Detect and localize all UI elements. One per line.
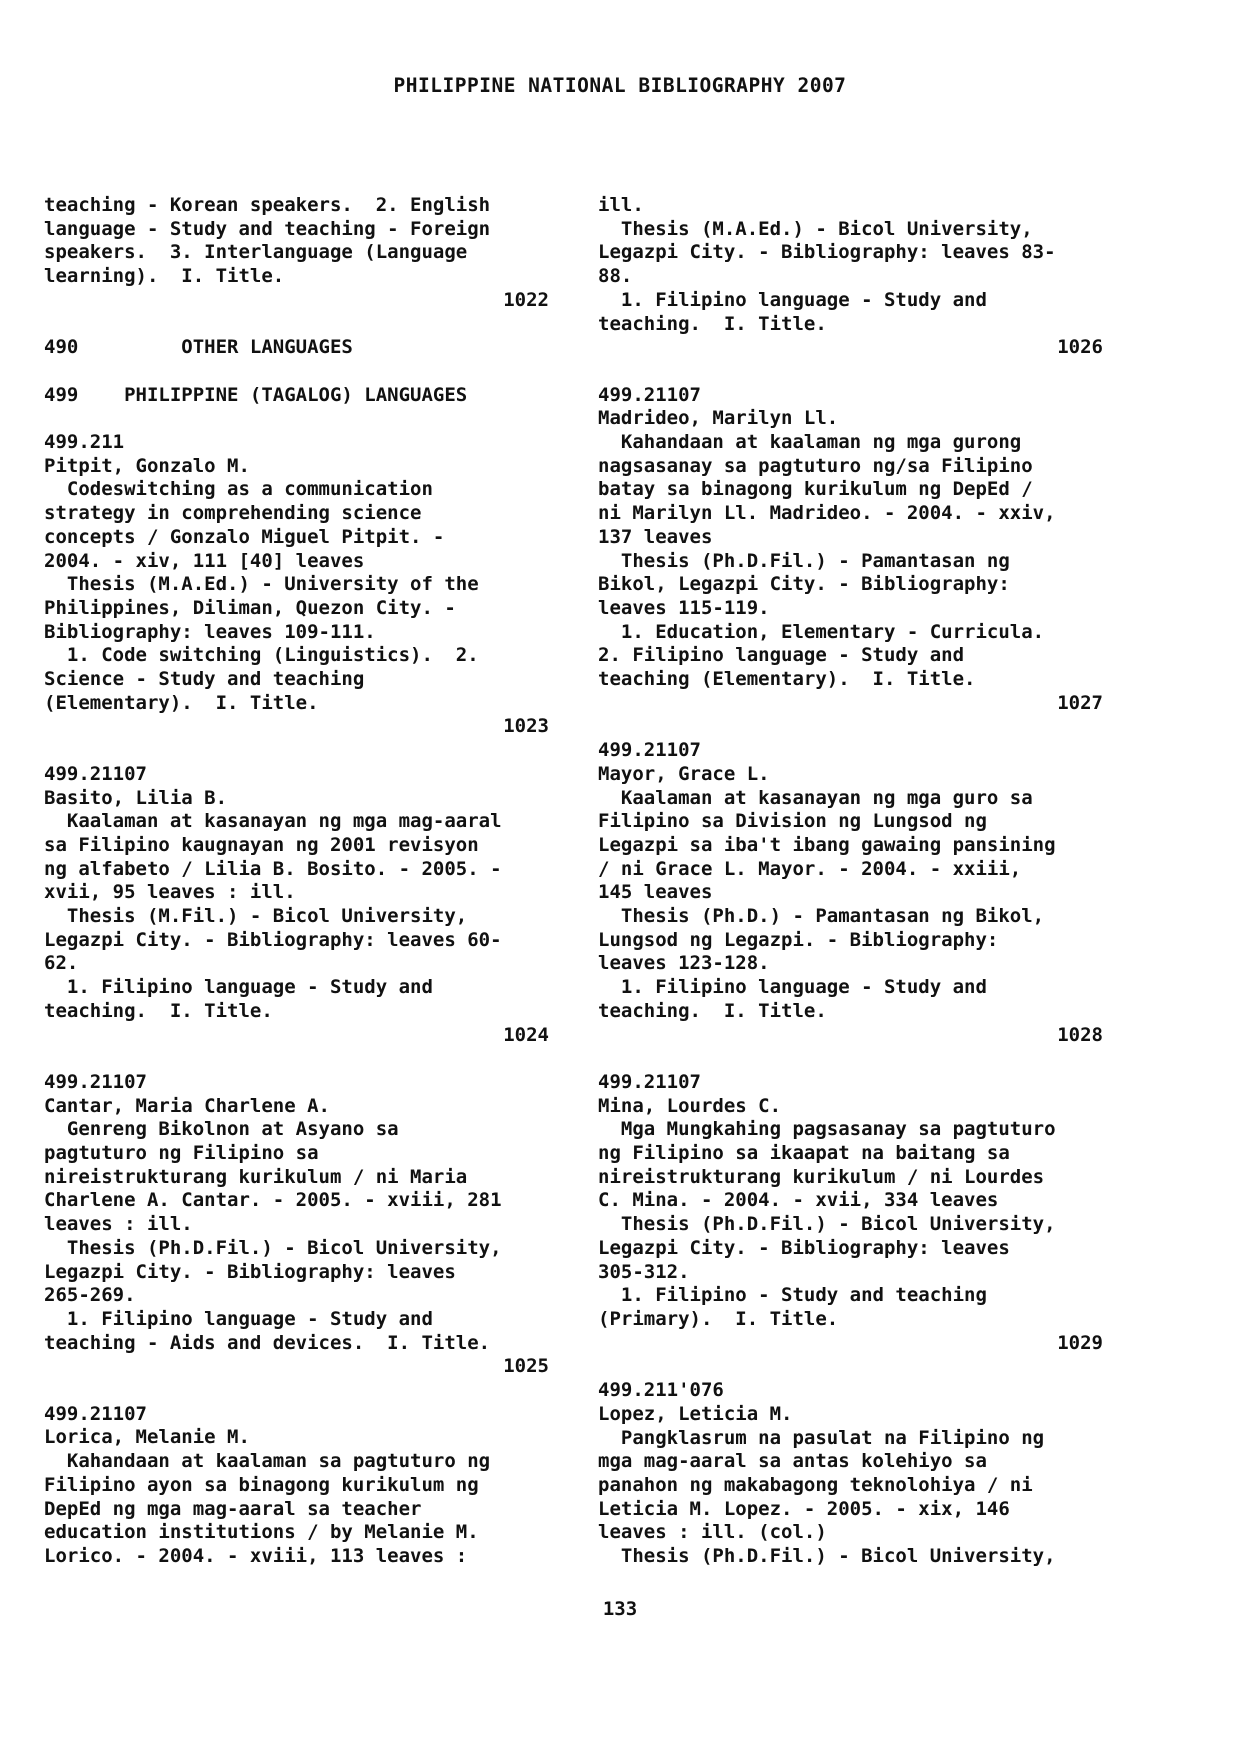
- page-number: 133: [602, 1598, 638, 1620]
- text-line: nireistrukturang kurikulum / ni Maria: [44, 1165, 468, 1188]
- text-line: C. Mina. - 2004. - xvii, 334 leaves: [598, 1189, 999, 1212]
- text-line: Lorico. - 2004. - xviii, 113 leaves :: [44, 1544, 468, 1567]
- spacer: [44, 313, 549, 337]
- text-line: 145 leaves: [598, 881, 713, 904]
- text-line: Kahandaan at kaalaman ng mga gurong: [598, 431, 1022, 454]
- text-line: 490 OTHER LANGUAGES: [44, 336, 353, 359]
- text-line: Lorica, Melanie M.: [44, 1426, 250, 1449]
- text-line: 1. Code switching (Linguistics). 2.: [44, 644, 479, 667]
- left-column: [44, 194, 549, 1569]
- text-line: 1. Filipino language - Study and: [598, 288, 987, 311]
- spacer: [44, 1047, 549, 1071]
- text-line: Thesis (Ph.D.Fil.) - Bicol University,: [44, 1236, 502, 1259]
- text-line: Filipino sa Division ng Lungsod ng: [598, 810, 987, 833]
- spacer: [44, 407, 549, 431]
- spacer: [44, 360, 549, 384]
- entry-text-block: [598, 739, 1103, 1023]
- text-line: ill.: [598, 194, 644, 216]
- entry-text-block: [44, 1071, 549, 1355]
- text-line: Legazpi City. - Bibliography: leaves: [598, 1236, 1010, 1259]
- text-line: teaching - Aids and devices. I. Title.: [44, 1331, 491, 1354]
- text-line: teaching. I. Title.: [598, 999, 827, 1022]
- text-line: Lopez, Leticia M.: [598, 1402, 793, 1425]
- text-line: Mayor, Grace L.: [598, 762, 770, 785]
- text-line: ng alfabeto / Lilia B. Bosito. - 2005. -: [44, 857, 502, 880]
- text-line: Madrideo, Marilyn Ll.: [598, 407, 839, 430]
- text-line: Thesis (M.Fil.) - Bicol University,: [44, 905, 468, 928]
- text-line: Legazpi City. - Bibliography: leaves 60-: [44, 928, 502, 951]
- text-line: leaves : ill. (col.): [598, 1521, 827, 1544]
- entry-text-block: [44, 194, 549, 289]
- text-line: ng Filipino sa ikaapat na baitang sa: [598, 1142, 1010, 1165]
- text-line: 1. Filipino - Study and teaching: [598, 1284, 987, 1307]
- text-line: leaves 115-119.: [598, 596, 770, 619]
- entry-number: 1023: [503, 715, 549, 738]
- text-line: Science - Study and teaching: [44, 668, 365, 691]
- text-line: Codeswitching as a communication: [44, 478, 433, 501]
- text-line: nagsasanay sa pagtuturo ng/sa Filipino: [598, 454, 1033, 477]
- entry-number: 1025: [503, 1355, 549, 1378]
- text-line: Filipino ayon sa binagong kurikulum ng: [44, 1473, 479, 1496]
- text-line: Thesis (Ph.D.Fil.) - Bicol University,: [598, 1213, 1056, 1236]
- text-line: 1. Filipino language - Study and: [44, 1307, 433, 1330]
- text-line: Genreng Bikolnon at Asyano sa: [44, 1118, 399, 1141]
- text-line: 499.21107: [598, 383, 701, 406]
- text-line: (Primary). I. Title.: [598, 1308, 839, 1330]
- entry-text-block: [44, 384, 549, 408]
- text-line: Legazpi sa iba't ibang gawaing pansining: [598, 833, 1056, 856]
- text-line: Kaalaman at kasanayan ng mga mag-aaral: [44, 810, 502, 833]
- page-header: PHILIPPINE NATIONAL BIBLIOGRAPHY 2007: [393, 74, 847, 97]
- text-line: DepEd ng mga mag-aaral sa teacher: [44, 1497, 422, 1520]
- text-line: nireistrukturang kurikulum / ni Lourdes: [598, 1165, 1045, 1188]
- text-line: Pangklasrum na pasulat na Filipino ng: [598, 1426, 1045, 1449]
- text-line: Thesis (M.A.Ed.) - Bicol University,: [598, 217, 1033, 240]
- entry-text-block: [44, 431, 549, 715]
- text-line: mga mag-aaral sa antas kolehiyo sa: [598, 1450, 987, 1473]
- entry-text-block: [44, 763, 549, 1024]
- text-line: 2004. - xiv, 111 [40] leaves: [44, 549, 365, 572]
- text-line: teaching. I. Title.: [44, 999, 273, 1022]
- text-line: / ni Grace L. Mayor. - 2004. - xxiii,: [598, 857, 1022, 880]
- text-line: 499.21107: [44, 1402, 147, 1425]
- text-line: Leticia M. Lopez. - 2005. - xix, 146: [598, 1497, 1010, 1520]
- spacer: [598, 715, 1103, 739]
- text-line: sa Filipino kaugnayan ng 2001 revisyon: [44, 833, 479, 856]
- text-line: Lungsod ng Legazpi. - Bibliography:: [598, 928, 999, 951]
- text-line: Legazpi City. - Bibliography: leaves 83-: [598, 241, 1056, 264]
- text-line: pagtuturo ng Filipino sa: [44, 1142, 319, 1165]
- entry-text-block: [598, 1379, 1103, 1569]
- right-column: [598, 194, 1103, 1569]
- text-line: teaching. I. Title.: [598, 312, 827, 335]
- text-line: 62.: [44, 952, 79, 975]
- entry-number: 1022: [503, 288, 549, 311]
- entry-number: 1027: [1057, 691, 1103, 714]
- text-line: 499 PHILIPPINE (TAGALOG) LANGUAGES: [44, 383, 468, 406]
- text-line: Charlene A. Cantar. - 2005. - xviii, 281: [44, 1189, 502, 1212]
- entry-text-block: [598, 194, 1103, 336]
- text-line: 305-312.: [598, 1260, 690, 1283]
- text-line: teaching - Korean speakers. 2. English: [44, 194, 491, 216]
- text-line: 265-269.: [44, 1284, 136, 1307]
- text-line: Kaalaman at kasanayan ng mga guro sa: [598, 786, 1033, 809]
- text-line: leaves : ill.: [44, 1213, 193, 1236]
- spacer: [598, 360, 1103, 384]
- text-line: Kahandaan at kaalaman sa pagtuturo ng: [44, 1450, 491, 1473]
- text-line: (Elementary). I. Title.: [44, 691, 319, 714]
- text-line: Philippines, Diliman, Quezon City. -: [44, 596, 456, 619]
- text-line: panahon ng makabagong teknolohiya / ni: [598, 1473, 1033, 1496]
- text-line: Basito, Lilia B.: [44, 786, 228, 809]
- entry-text-block: [44, 336, 549, 360]
- text-line: 499.21107: [598, 1070, 701, 1093]
- text-line: strategy in comprehending science: [44, 502, 422, 525]
- text-line: 499.211'076: [598, 1379, 724, 1402]
- text-line: 1. Filipino language - Study and: [44, 976, 433, 999]
- text-line: ni Marilyn Ll. Madrideo. - 2004. - xxiv,: [598, 502, 1056, 525]
- text-line: teaching (Elementary). I. Title.: [598, 668, 976, 691]
- text-line: 137 leaves: [598, 525, 713, 548]
- text-line: Thesis (M.A.Ed.) - University of the: [44, 573, 479, 596]
- text-line: 499.211: [44, 430, 125, 453]
- entry-number: 1026: [1057, 336, 1103, 359]
- text-line: Thesis (Ph.D.Fil.) - Pamantasan ng: [598, 549, 1010, 572]
- text-line: Bikol, Legazpi City. - Bibliography:: [598, 573, 1010, 596]
- text-line: Mga Mungkahing pagsasanay sa pagtuturo: [598, 1118, 1056, 1141]
- text-line: Thesis (Ph.D.Fil.) - Bicol University,: [598, 1545, 1056, 1568]
- spacer: [598, 1355, 1103, 1379]
- text-line: Pitpit, Gonzalo M.: [44, 454, 250, 477]
- text-line: Mina, Lourdes C.: [598, 1094, 782, 1117]
- spacer: [44, 739, 549, 763]
- entry-number: 1029: [1057, 1331, 1103, 1354]
- text-line: 88.: [598, 265, 633, 288]
- entry-number: 1024: [503, 1023, 549, 1046]
- text-line: 1. Filipino language - Study and: [598, 976, 987, 999]
- text-line: education institutions / by Melanie M.: [44, 1521, 479, 1544]
- spacer: [598, 1047, 1103, 1071]
- entry-text-block: [598, 384, 1103, 692]
- text-line: batay sa binagong kurikulum ng DepEd /: [598, 478, 1033, 501]
- text-line: concepts / Gonzalo Miguel Pitpit. -: [44, 525, 445, 548]
- text-line: Thesis (Ph.D.) - Pamantasan ng Bikol,: [598, 905, 1045, 928]
- text-line: Cantar, Maria Charlene A.: [44, 1094, 330, 1117]
- spacer: [44, 1379, 549, 1403]
- text-line: leaves 123-128.: [598, 952, 770, 975]
- entry-number: 1028: [1057, 1023, 1103, 1046]
- text-line: speakers. 3. Interlanguage (Language: [44, 241, 468, 264]
- text-line: 499.21107: [598, 739, 701, 762]
- text-line: learning). I. Title.: [44, 265, 285, 288]
- entry-text-block: [598, 1071, 1103, 1332]
- text-line: xvii, 95 leaves : ill.: [44, 881, 296, 904]
- text-line: 499.21107: [44, 762, 147, 785]
- entry-text-block: [44, 1403, 549, 1569]
- text-line: Bibliography: leaves 109-111.: [44, 620, 376, 643]
- text-line: 499.21107: [44, 1070, 147, 1093]
- text-line: 2. Filipino language - Study and: [598, 644, 965, 667]
- text-line: language - Study and teaching - Foreign: [44, 217, 491, 240]
- text-line: 1. Education, Elementary - Curricula.: [598, 620, 1045, 643]
- text-line: Legazpi City. - Bibliography: leaves: [44, 1260, 456, 1283]
